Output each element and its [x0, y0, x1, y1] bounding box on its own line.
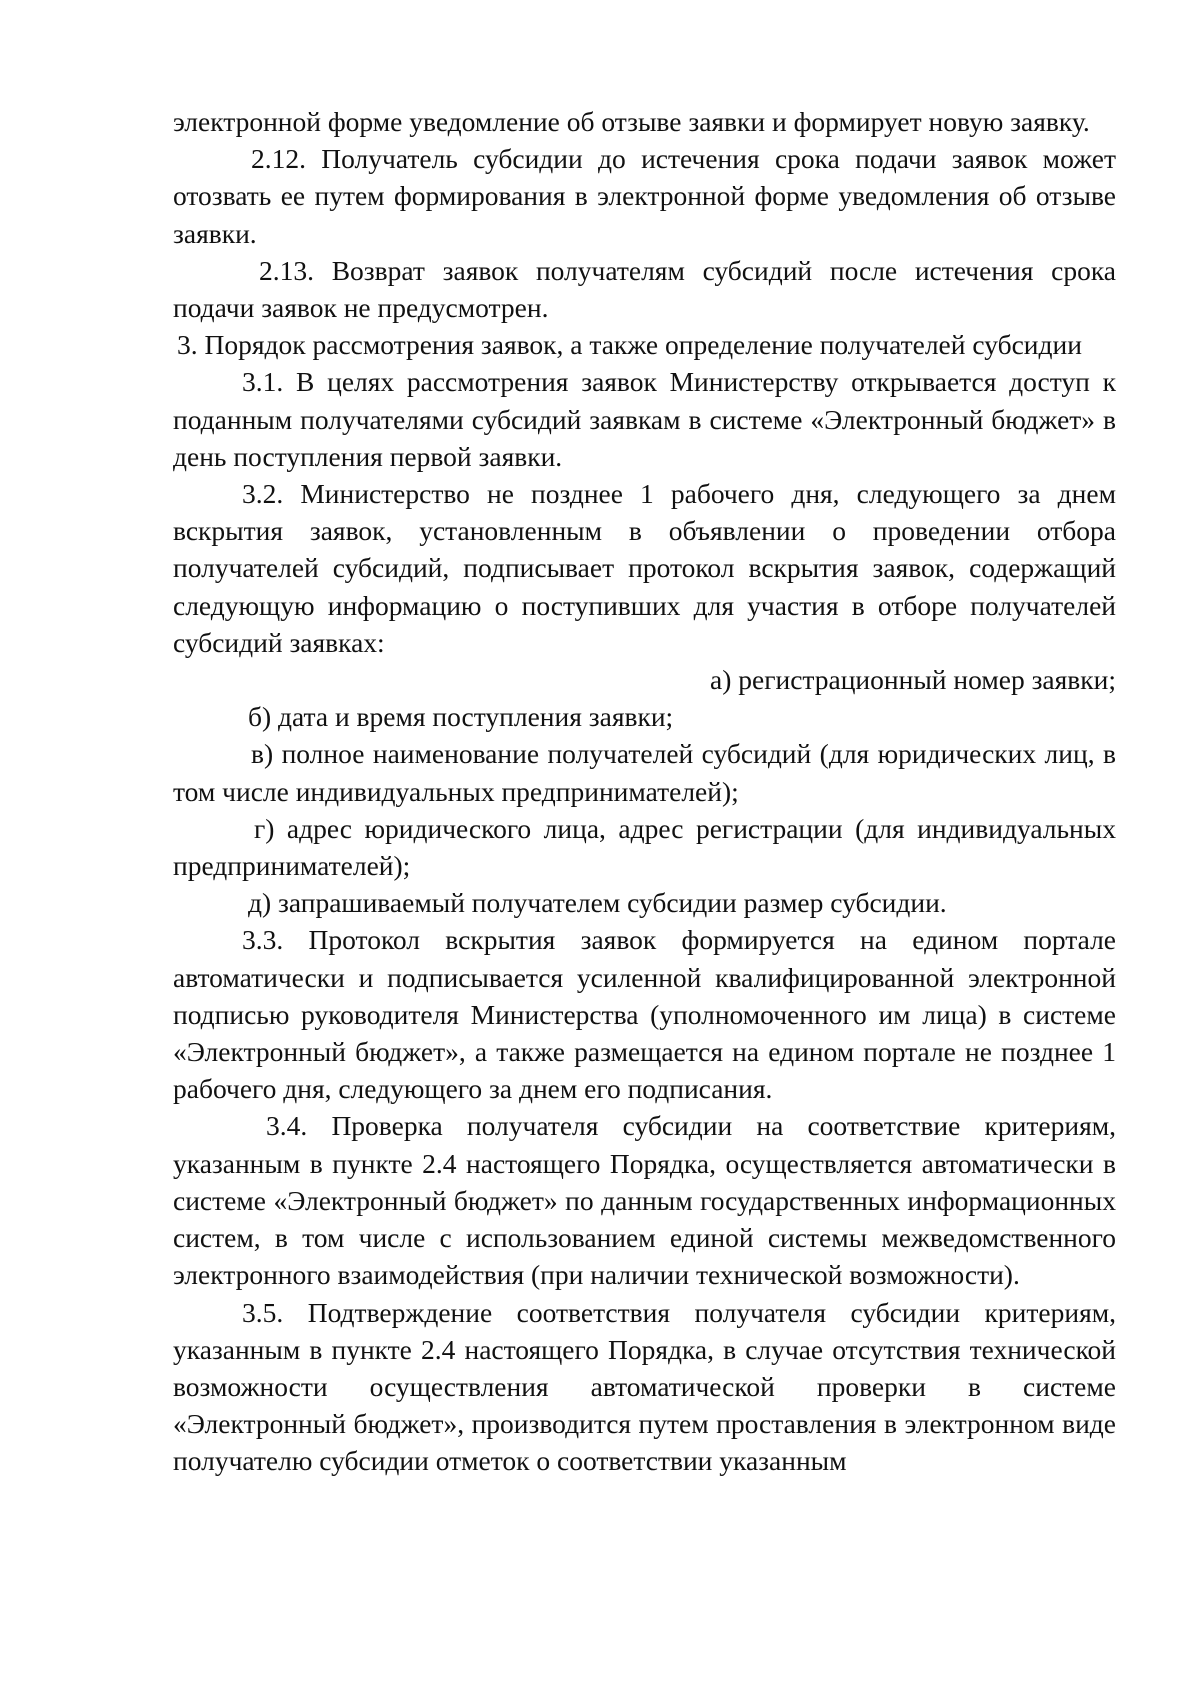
list-item-v: в) полное наименование получателей субсидий (для юридических лиц, в том числе индивидуальных предпринимателей); — [173, 738, 1116, 807]
paragraph-2-12: 2.12. Получатель субсидии до истечения срока подачи заявок может отозвать ее путем формирования в электронной форме уведомления об отзыве заявки. — [173, 143, 1116, 249]
paragraph-3-2: 3.2. Министерство не позднее 1 рабочего дня, следующего за днем вскрытия заявок, установленным в объявлении о проведении отбора получателей субсидий, подписывает протокол вскрытия заявок, содержащий следующую информацию о поступивших для участия в отборе получателей субсидий заявках: — [173, 478, 1116, 658]
list-item-b: б) дата и время поступления заявки; — [248, 701, 674, 733]
list-item-a: а) регистрационный номер заявки; — [710, 664, 1116, 696]
list-item-g: г) адрес юридического лица, адрес регистрации (для индивидуальных предпринимателей); — [173, 812, 1116, 882]
paragraph-2-13: 2.13. Возврат заявок получателям субсидий после истечения срока подачи заявок не предусмотрен. — [173, 254, 1116, 324]
list-item-d: д) запрашиваемый получателем субсидии размер субсидии. — [248, 887, 947, 919]
paragraph-3-5: 3.5. Подтверждение соответствия получателя субсидии критериям, указанным в пункте 2.4 настоящего Порядка, в случае отсутствия технической возможности осуществления автоматической проверки в системе «Электронный бюджет», производится путем проставления в электронном виде получателю субсидии отметок о соответствии указанным — [173, 1296, 1116, 1477]
paragraph-3-1: 3.1. В целях рассмотрения заявок Министерству открывается доступ к поданным получателями субсидий заявкам в системе «Электронный бюджет» в день поступления первой заявки. — [173, 366, 1116, 472]
document-page — [173, 103, 1116, 1480]
paragraph-2-11-continuation: электронной форме уведомление об отзыве заявки и формирует новую заявку. — [173, 106, 1090, 137]
section-3-heading: 3. Порядок рассмотрения заявок, а также определение получателей субсидии — [177, 329, 1082, 361]
paragraph-3-3: 3.3. Протокол вскрытия заявок формируется на едином портале автоматически и подписывается усиленной квалифицированной электронной подписью руководителя Министерства (уполномоченного им лица) в системе «Электронный бюджет», а также размещается на едином портале не позднее 1 рабочего дня, следующего за днем его подписания. — [173, 924, 1116, 1105]
paragraph-3-4: 3.4. Проверка получателя субсидии на соответствие критериям, указанным в пункте 2.4 настоящего Порядка, осуществляется автоматически в системе «Электронный бюджет» по данным государственных информационных систем, в том числе с использованием единой системы межведомственного электронного взаимодействия (при наличии технической возможности). — [173, 1110, 1116, 1291]
